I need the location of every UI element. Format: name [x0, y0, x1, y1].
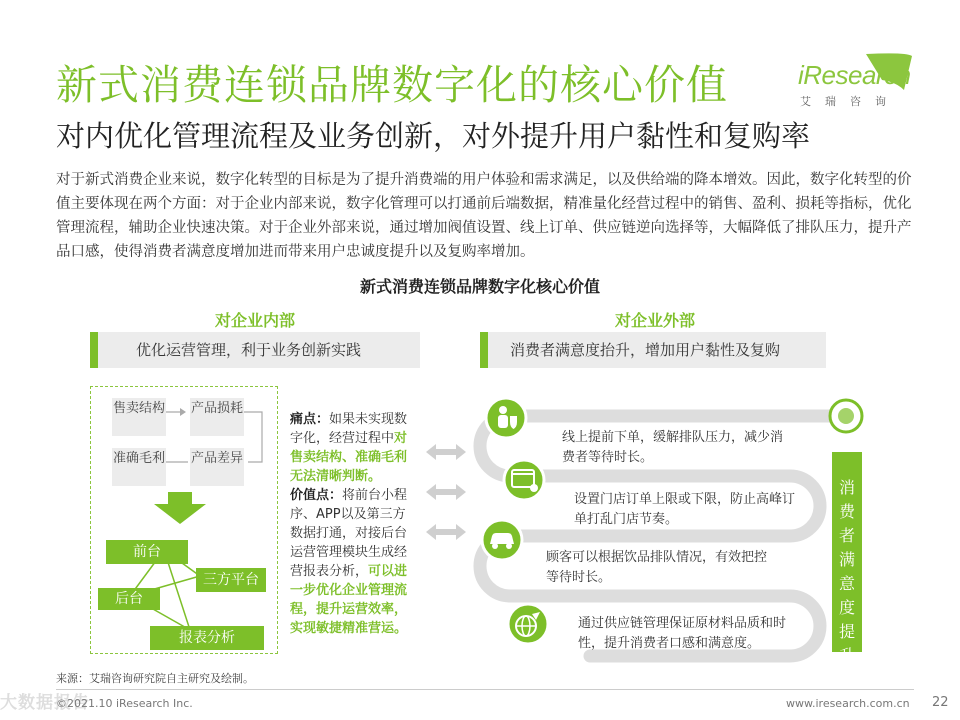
value-text: 将前台小程序、APP以及第三方数据打通，对接后台运营管理模块生成经营报表分析， [290, 488, 408, 579]
feature-4: 通过供应链管理保证原材料品质和时性，提升消费者口感和满意度。 [578, 616, 787, 651]
pain-value-text [290, 410, 414, 638]
result-bar: 消 费 者 满 意 度 提 升 [832, 452, 862, 652]
internal-heading: 对企业内部 [214, 311, 295, 330]
pain-label: 痛点： [290, 412, 330, 427]
double-arrows [424, 440, 468, 560]
diagram-title: 新式消费连锁品牌数字化核心价值 [359, 277, 600, 296]
double-arrow-icon [426, 484, 466, 500]
pain-text: 如果未实现数字化，经营过程中 [290, 412, 408, 446]
pain-highlight: 对售卖结构、准确毛利无法清晰判断。 [290, 431, 408, 484]
value-label: 价值点： [290, 488, 343, 503]
double-arrow-icon [426, 524, 466, 540]
browser-gear-icon [504, 460, 544, 500]
external-heading: 对企业外部 [614, 311, 695, 330]
node-back-end: 后台 [98, 588, 160, 610]
logo-subtitle: 艾瑞咨询 [800, 95, 900, 108]
footer-divider [56, 689, 914, 690]
box-product-difference: 产品差异 [190, 448, 244, 486]
source-note: 来源：艾瑞咨询研究院自主研究及绘制。 [56, 672, 254, 685]
node-report-analysis: 报表分析 [150, 626, 264, 650]
external-banner: 消费者满意度抬升，增加用户黏性及复购 [480, 332, 826, 368]
intro-paragraph: 对于新式消费企业来说，数字化转型的目标是为了提升消费端的用户体验和需求满足，以及供给端的降本增效。因此，数字化转型的价值主要体现在两个方面：对于企业内部来说，数字化管理可以打通前后端数据，精准量化经营过程中的销售、盈利、损耗等指标，优化管理流程，辅助企业快速决策。对于企业外部来说，通过增加阀值设置、线上订单、供应链逆向选择等，大幅降低了排队压力，提升产品口感，使得消费者满意度增加进而带来用户忠诚度提升以及复购率增加。 [56, 172, 912, 260]
feature-2: 设置门店订单上限或下限，防止高峰订单打乱门店节奏。 [574, 492, 796, 527]
website-link[interactable]: www.iresearch.com.cn [786, 697, 910, 710]
person-shield-icon [486, 398, 526, 438]
feature-3: 顾客可以根据饮品排队情况，有效把控等待时长。 [546, 550, 768, 585]
copyright: ©2021.10 iResearch Inc. [56, 697, 193, 710]
logo-text: iResearch [798, 60, 911, 90]
watermark: 大数据报告 [0, 693, 90, 713]
car-icon [482, 520, 522, 560]
value-highlight: 可以进一步优化企业管理流程，提升运营效率，实现敏捷精准营运。 [290, 564, 408, 636]
box-product-loss: 产品损耗 [190, 398, 244, 436]
page-number: 22 [932, 695, 949, 710]
page-title: 新式消费连锁品牌数字化的核心价值 [56, 61, 728, 109]
box-accurate-margin: 准确毛利 [112, 448, 166, 486]
box-sales-structure: 售卖结构 [112, 398, 166, 436]
globe-plane-icon [508, 604, 548, 644]
feature-1: 线上提前下单，缓解排队压力，减少消费者等待时长。 [562, 430, 784, 465]
page-subtitle: 对内优化管理流程及业务创新，对外提升用户黏性和复购率 [56, 119, 811, 153]
node-front-end: 前台 [106, 540, 188, 564]
internal-banner: 优化运营管理，利于业务创新实践 [90, 332, 420, 368]
double-arrow-icon [426, 444, 466, 460]
node-third-party: 三方平台 [196, 568, 266, 592]
